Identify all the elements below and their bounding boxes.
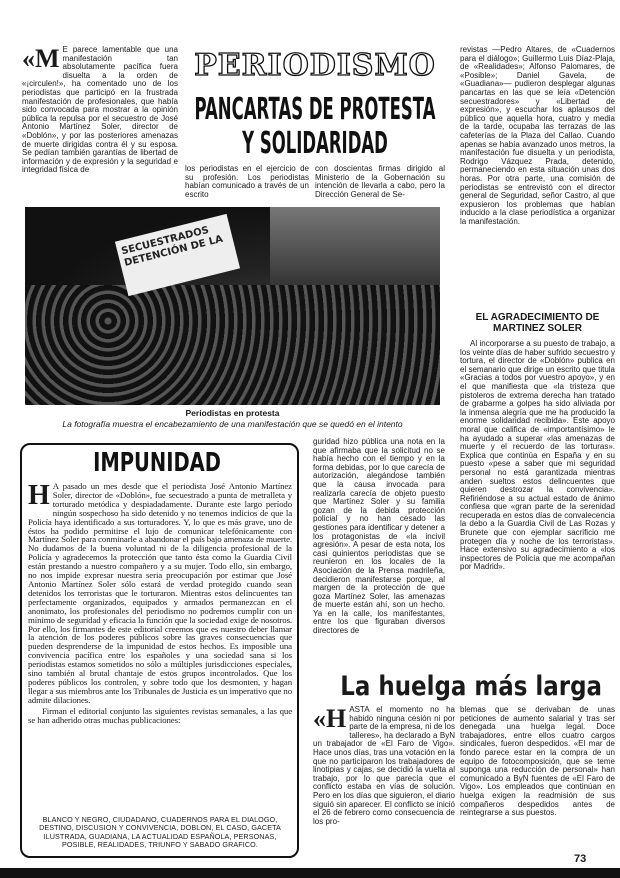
text-column-b: con doscientas firmas dirigido al Ministerio de la Gobernación su intención de llevarla a cabo, pero la Dirección General de Se- (315, 164, 445, 199)
page-number: 73 (574, 853, 587, 865)
editorial-title: IMPUNIDAD (93, 448, 221, 478)
headline: PANCARTAS DE PROTESTA Y SOLIDARIDAD (194, 92, 436, 161)
huelga-column-2: blemas que se derivaban de unas peticiones de aumento salarial y tras ser denegada una huelga legal. Doce trabajadores, entre ellos cuatro cargos sindicales, fueron despedidos. «El mar de fondo parece estar en la compra de un equipo de fotocomposición, que se teme suponga una reducción de personal» han comunicado a ByN fuentes de «El Faro de Vigo». Los empleados que continúan en huelga exigen la readmisión de sus compañeros despedidos antes de reintegrarse a sus puestos. (460, 705, 615, 818)
intro-text: E parece lamentable que una manifestación tan absolutamente pacífica fuera disuelta a la orden de «¡circulen!», ha comentado uno de los periodistas que participó en la frustrada manifestación de profesionales, que había sido convocada para mostrar a la opinión pública la repulsa por el secuestro de José Antonio Martínez Soler, director de «Doblón», y por las posteriores amenazas de muerte dirigidas contra él y su esposa. Se pedían también garantías de libertad de información y de expresión y la seguridad e integridad física de (22, 45, 178, 175)
drop-cap: «M (22, 44, 60, 73)
text-column-d: revistas —Pedro Altares, de «Cuadernos para el diálogo»; Guillermo Luis Díaz-Plaja, de «Realidades»; Alfonso Palomares, de «Posible»; Daniel Gavela, de «Guadiana»— pudieron desplegar algunas pancartas en las que se leía «Detención secuestradores» y «Libertad de expresión», y escuchar los aplausos del público que aquella hora, cuatro y media de la tarde, ocupaba las terrazas de las cafeterías de la Plaza del Callao. Cuando apenas se había avanzado unos metros, la manifestación fue disuelta y un periodista, Rodrigo Vázquez Prada, detenido, permaneciendo en esta situación unas dos horas. Por otra parte, una comisión de periodistas se entrevistó con el director general de Seguridad, señor Castro, al que expusieron los problemas que habían inducido a la clase periodística a organizar la manifestación. (460, 45, 615, 226)
huelga-column-1 (313, 706, 455, 826)
drop-cap: H (28, 480, 50, 511)
photo-caption-title: Periodistas en protesta (185, 408, 280, 418)
section-title: PERIODISMO (194, 48, 436, 83)
magazine-list: BLANCO Y NEGRO, CIUDADANO, CUADERNOS PARA EL DIALOGO, DESTINO, DISCUSION Y CONVIVENCIA, DOBLON, EL CASO, GACETA ILUSTRADA, GUADIANA, LA ACTUALIDAD ESPAÑOLA, PERSONAS, POSIBLE, REALIDADES, TRIUNFO Y SABADO GRAFICO. (39, 815, 281, 850)
editorial-text (28, 482, 292, 724)
text-column-e: Al incorporarse a su puesto de trabajo, a los veinte días de haber sufrido secuestro y tortura, el director de «Doblón» publica en el semanario que dirige un escrito que titula «Gracias a todos por vuestro apoyo», y en el que manifiesta que «la tristeza que pistoleros de extrema derecha han tratado de grabarme a golpes ha sido aliviada por la inmensa alegría que me ha producido la enorme solidaridad recibida». Este apoyo moral que califica de «importantísimo» le ha ayudado a superar «las amenazas de muerte y el recuerdo de las torturas». Explica que continúa en España y en su puesto «pese a saber que mi seguridad personal no está garantizada mientras anden sueltos estos delincuentes que quieren destrozar la convivencia». Refiriéndose a su actual estado de ánimo confiesa que «gran parte de la serenidad recuperada en estos días de convalecencia la debo a la Guardia Civil de Las Rozas y Brunete que con ejemplar sacrificio me protegen día y noche de los terroristas». Hace extensivo su agradecimiento a «los inspectores de Policía que me acompañan por Madrid». (460, 339, 615, 572)
text-column-a: los periodistas en el ejercicio de su profesión. Los periodistas habían comunicado a través de un escrito (185, 164, 309, 199)
bottom-bar (0, 868, 620, 878)
text-column-c: guridad hizo pública una nota en la que afirmaba que la solicitud no se había hecho con el tiempo y en la forma debidas, por lo que carecía de autorización, alegándose también que la causa invocada para realizarla carecía de objeto puesto que Martínez Soler y su familia gozan de la debida protección policial y no han cesado las gestiones para identificar y detener a los protagonistas de «la incivil agresión». A pesar de esta nota, los casi quinientos periodistas que se reunieron en los locales de la Asociación de la Prensa madrileña, decidieron manifestarse porque, al margen de la protección de que goza Martínez Soler, las amenazas de muerte están ahí, son un hecho. Ya en la calle, los manifestantes, entre los que figuraban diversos directores de (313, 437, 445, 636)
photo-banner: SECUESTRADOS DETENCIÓN DE LA (115, 214, 240, 296)
huelga-text-1: ASTA el momento no ha habido ninguna cesión ni por parte de la empresa, ni de los talleres», ha declarado a ByN un trabajador de «El Faro de Vigo». Hace unos días, tras una votación en la que no participaron los trabajadores de linotipias y cajas, se decidió la vuelta al trabajo, por lo que parecía que el conflicto estaba en vías de solución. Pero en los días que siguieron, el diario siguió sin aparecer. El conflicto se inició el 26 de febrero como consecuencia de los pro- (313, 705, 455, 826)
drop-cap: «H (313, 704, 347, 733)
subheading: EL AGRADECIMIENTO DE MARTINEZ SOLER (475, 312, 600, 334)
article-title: La huelga más larga (340, 671, 603, 702)
editorial-p1: A pasado un mes desde que el periodista José Antonio Martínez Soler, director de «Doblón», fue secuestrado a punta de metralleta y torturado metódica y despiadadamente. Durante este largo período ningún sospechoso ha sido detenido y no tenemos indicios de que la Policía haya identificado a sus torturadores. Y, lo que es más grave, uno de éstos ha podido permitirse el lujo de comunicar telefónicamente con Martínez Soler para conminarle a abandonar el país bajo amenaza de muerte. No dudamos de la buena voluntad ni de la diligencia profesional de la Policía y agradecemos la protección que tanto ésta como la Guardia Civil están prestando a nuestro compañero y a su mujer. Todo ello, sin embargo, no nos impide expresar nuestra seria preocupación por estimar que José Antonio Martínez Soler sólo estará de verdad protegido cuando sean detenidos los terroristas que le torturaron. Mientras estos delincuentes tan perfectamente organizados, equipados y armados permanezcan en el anonimato, los profesionales del periodismo no podremos cumplir con un mínimo de seguridad y eficacia la función que la sociedad exige de nosotros. Por ello, los firmantes de este editorial creemos que es nuestro deber llamar la atención de los poderes públicos sobre las graves consecuencias que pueden desprenderse de la impunidad de estos hechos. Es imposible una convivencia pacífica entre los españoles y una sociedad sana si los periodistas estamos sometidos no sólo a múltiples jurisdicciones especiales, sino también al brutal chantaje de estos grupos incontrolados. Que los poderes públicos los controlen, y sobre todo que los desmonten, y hagan llegar a sus miembros ante los Tribunales de Justicia es un imperativo que no admite dilaciones. (28, 481, 292, 705)
protest-photo (25, 207, 440, 405)
intro-column (22, 46, 178, 175)
editorial-p2: Firman el editorial conjunto las siguientes revistas semanales, a las que se han adherido otras muchas publicaciones: (28, 705, 292, 725)
photo-caption: La fotografía muestra el encabezamiento de una manifestación que se quedó en el intento (62, 419, 403, 429)
